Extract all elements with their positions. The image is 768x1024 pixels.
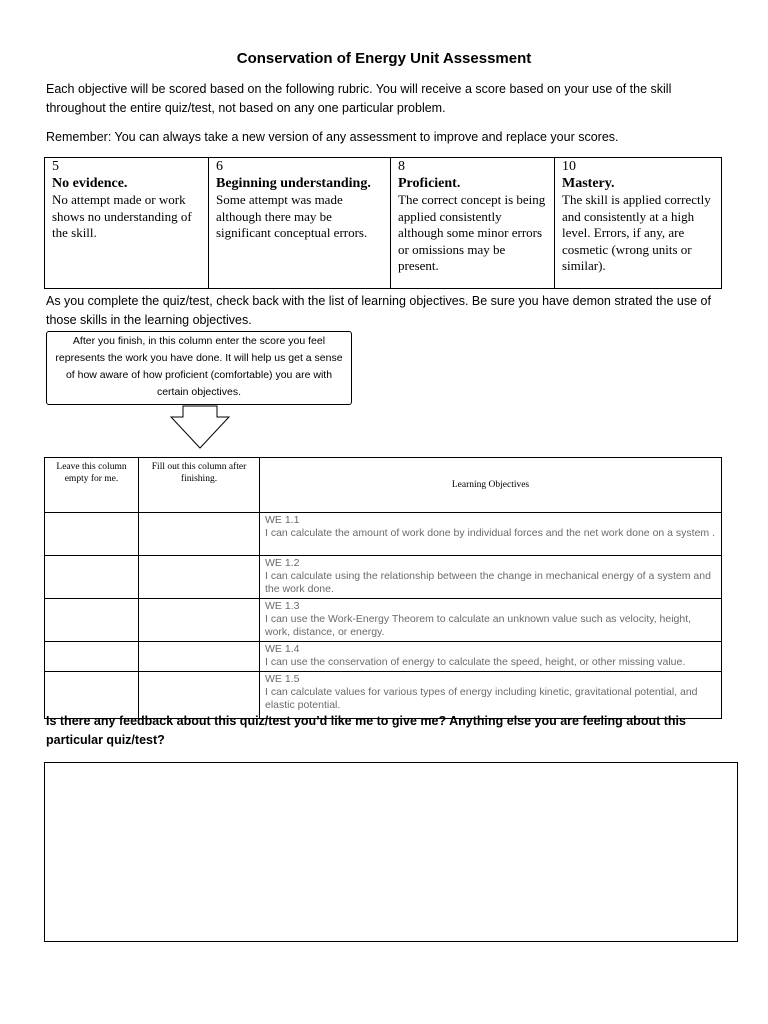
teacher-score-cell[interactable] bbox=[45, 599, 139, 642]
table-row bbox=[45, 513, 722, 556]
header-objectives-label: Learning Objectives bbox=[451, 480, 530, 490]
rubric-score: 8 bbox=[398, 159, 405, 174]
student-score-cell[interactable] bbox=[139, 513, 260, 556]
header-student-column bbox=[139, 458, 260, 513]
callout-text: After you finish, in this column enter the score you feel represents the work you have done. It will help us get a sense of how aware of how proficient (comfortable) you are with certain objectives. bbox=[55, 335, 343, 398]
student-score-cell[interactable] bbox=[139, 642, 260, 672]
rubric-level: Beginning understanding. bbox=[216, 175, 371, 191]
down-arrow-icon bbox=[168, 405, 232, 449]
feedback-question: Is there any feedback about this quiz/test you’d like me to give me? Anything else you are feeling about this particular quiz/test? bbox=[46, 714, 686, 747]
objective-code: WE 1.4 bbox=[265, 643, 300, 655]
objective-cell bbox=[260, 513, 722, 556]
header-student-label: Fill out this column after finishing. bbox=[151, 462, 247, 484]
rubric-description: Some attempt was made although there may be significant conceptual errors. bbox=[216, 192, 368, 240]
objective-cell bbox=[260, 599, 722, 642]
page-title: Conservation of Energy Unit Assessment bbox=[236, 50, 532, 67]
objective-code: WE 1.2 bbox=[265, 557, 300, 569]
objective-text: I can calculate using the relationship between the change in mechanical energy of a system and the work done. bbox=[265, 570, 711, 595]
objective-text: I can calculate the amount of work done by individual forces and the net work done on a system . bbox=[265, 527, 716, 539]
header-teacher-column bbox=[45, 458, 139, 513]
feedback-textbox[interactable] bbox=[44, 762, 738, 942]
rubric-score: 6 bbox=[216, 159, 223, 174]
table-row bbox=[45, 556, 722, 599]
objective-code: WE 1.1 bbox=[265, 514, 300, 526]
rubric-cell-10 bbox=[555, 158, 722, 289]
rubric-cell-5 bbox=[45, 158, 209, 289]
reminder-text: As you complete the quiz/test, check back with the list of learning objectives. Be sure you have demon strated the use of those skills in the learning objectives. bbox=[46, 294, 711, 327]
table-row bbox=[45, 599, 722, 642]
remember-text: Remember: You can always take a new version of any assessment to improve and replace your scores. bbox=[46, 130, 619, 144]
rubric-level: Proficient. bbox=[398, 175, 461, 191]
table-header-row bbox=[45, 458, 722, 513]
callout-box bbox=[46, 331, 352, 405]
rubric-cell-6 bbox=[209, 158, 391, 289]
rubric-description: The skill is applied correctly and consistently at a high level. Errors, if any, are cosmetic (wrong units or similar). bbox=[562, 192, 711, 273]
objective-text: I can use the Work-Energy Theorem to calculate an unknown value such as velocity, height, work, distance, or energy. bbox=[265, 613, 692, 638]
objective-text: I can use the conservation of energy to calculate the speed, height, or other missing value. bbox=[265, 656, 686, 668]
student-score-cell[interactable] bbox=[139, 556, 260, 599]
teacher-score-cell[interactable] bbox=[45, 556, 139, 599]
rubric-cell-8 bbox=[391, 158, 555, 289]
rubric-level: No evidence. bbox=[52, 175, 128, 191]
teacher-score-cell[interactable] bbox=[45, 642, 139, 672]
objective-cell bbox=[260, 642, 722, 672]
objective-code: WE 1.3 bbox=[265, 600, 300, 612]
rubric-score: 5 bbox=[52, 159, 59, 174]
table-row bbox=[45, 642, 722, 672]
teacher-score-cell[interactable] bbox=[45, 513, 139, 556]
rubric-description: No attempt made or work shows no understanding of the skill. bbox=[52, 192, 192, 240]
intro-text: Each objective will be scored based on the following rubric. You will receive a score based on your use of the skill throughout the entire quiz/test, not based on any one particular problem. bbox=[46, 82, 672, 115]
rubric-description: The correct concept is being applied consistently although some minor errors or omissions may be present. bbox=[398, 192, 546, 273]
rubric-row bbox=[45, 158, 722, 289]
header-teacher-label: Leave this column empty for me. bbox=[56, 462, 127, 484]
student-score-cell[interactable] bbox=[139, 599, 260, 642]
objective-cell bbox=[260, 556, 722, 599]
rubric-table bbox=[44, 157, 722, 289]
objective-code: WE 1.5 bbox=[265, 673, 300, 685]
rubric-level: Mastery. bbox=[562, 175, 615, 191]
objective-text: I can calculate values for various types of energy including kinetic, gravitational potential, and elastic potential. bbox=[265, 686, 698, 711]
header-objectives-column bbox=[260, 458, 722, 513]
rubric-score: 10 bbox=[562, 159, 576, 174]
objectives-table bbox=[44, 457, 722, 719]
